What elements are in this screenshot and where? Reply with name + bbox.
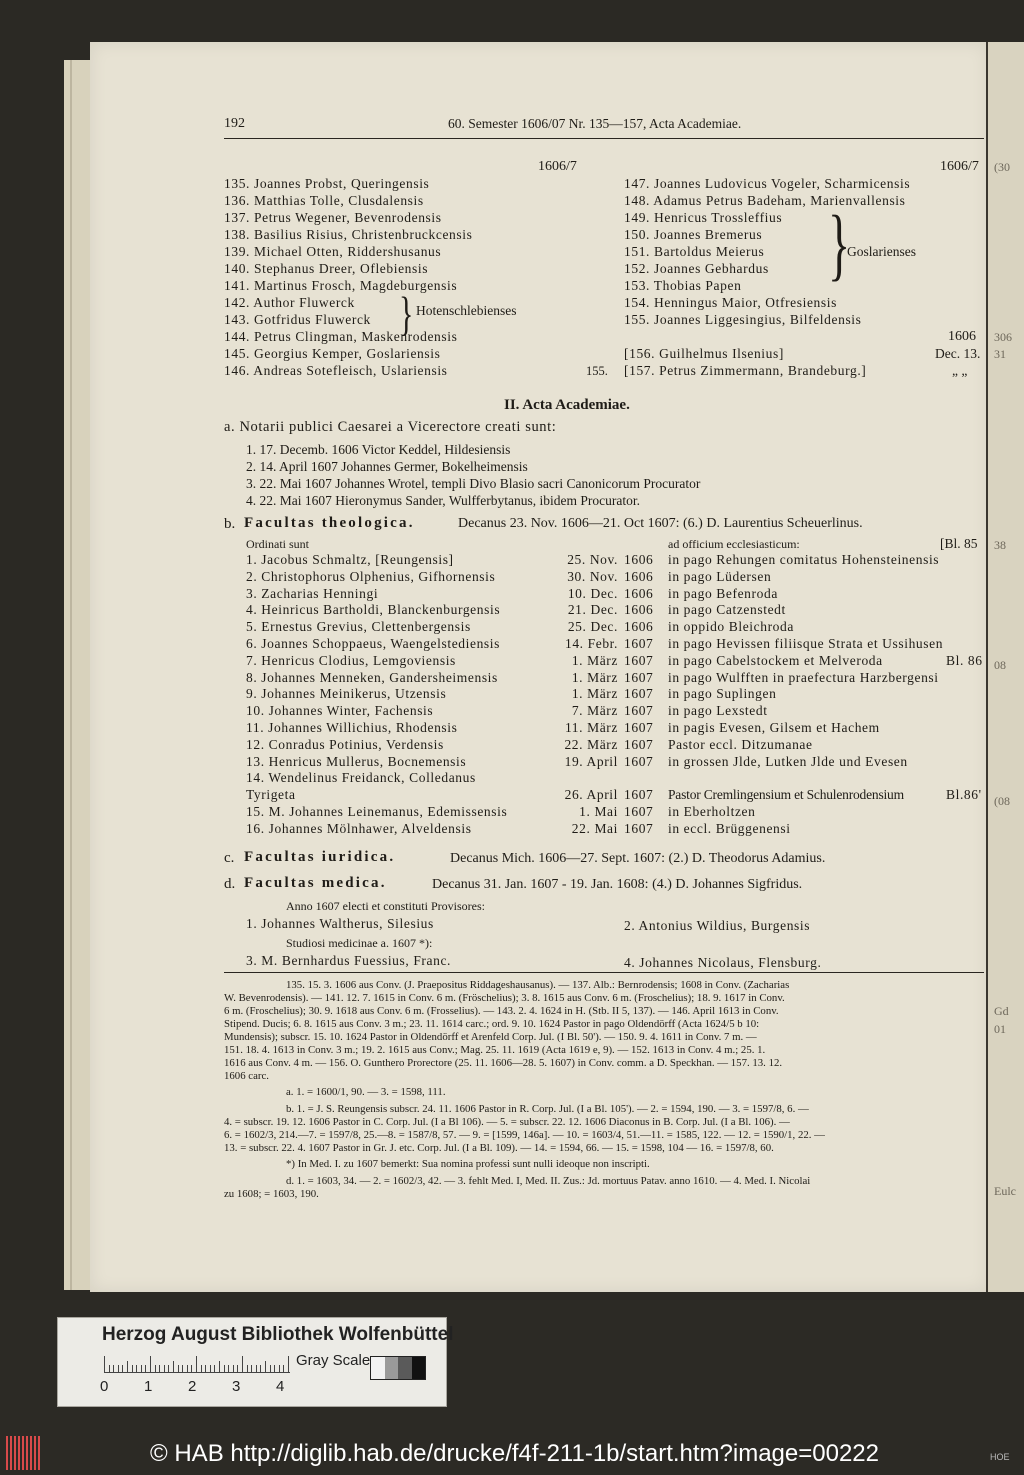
ordination-place: in grossen Jlde, Lutken Jlde und Evesen — [668, 753, 908, 769]
ruler-tick — [150, 1356, 151, 1372]
ordination-name: 10. Johannes Winter, Fachensis — [246, 703, 434, 719]
sliver-text: 31 — [994, 347, 1006, 361]
footnote-line: Stipend. Ducis; 6. 8. 1615 aus Conv. 3 m.; 23. 11. 1614 carc.; ord. 9. 10. 1624 Pastor in pago Oldendörff (Acta 1624/5 b 10: — [224, 1018, 760, 1030]
running-title: 60. Semester 1606/07 Nr. 135—157, Acta Academiae. — [448, 116, 742, 131]
right-brace-label: Goslarienses — [847, 244, 916, 259]
list-item: 138. Basilius Risius, Christenbruckcensis — [224, 227, 473, 242]
ordination-name: 5. Ernestus Grevius, Clettenbergensis — [246, 619, 471, 635]
ordination-name: 4. Heinricus Bartholdi, Blanckenburgensis — [246, 602, 501, 618]
ruler-tick — [159, 1365, 160, 1372]
footnote-line: 151. 18. 4. 1613 in Conv. 3 m.; 19. 2. 1615 aus Conv.; Mag. 25. 11. 1619 (Acta 1619 e, 9). — 152. 1613 in Conv. 4 m.; 25. 1. — [224, 1044, 766, 1056]
ordination-year: 1607 — [624, 736, 654, 752]
ordination-date: 25. Nov. — [567, 552, 618, 567]
footnote-rule — [224, 972, 984, 973]
book-page — [90, 42, 988, 1292]
ordination-year: 1607 — [624, 652, 654, 668]
ordination-name: 7. Henricus Clodius, Lemgoviensis — [246, 652, 456, 668]
ruler-tick — [288, 1356, 289, 1372]
ordination-year: 1607 — [624, 636, 654, 651]
footnote-line: *) In Med. I. zu 1607 bemerkt: Sua nomina professi sunt nulli ideoque non inscripti. — [286, 1158, 650, 1170]
list-item: 2. Antonius Wildius, Burgensis — [624, 918, 811, 933]
sliver-text: 01 — [994, 1022, 1006, 1036]
extra-date: „ „ — [952, 363, 968, 378]
sliver-text: Gd — [994, 1004, 1009, 1018]
barcode-bar — [26, 1436, 28, 1470]
ordination-year: 1606 — [624, 585, 654, 601]
barcode-bar — [34, 1436, 36, 1470]
ordination-place: in pago Befenroda — [668, 585, 778, 601]
ordination-name: 11. Johannes Willichius, Rhodensis — [246, 720, 458, 735]
ruler-tick — [191, 1365, 192, 1372]
ordinati-label: Ordinati sunt — [246, 537, 309, 551]
gray-swatch — [412, 1357, 426, 1379]
ruler-tick — [201, 1365, 202, 1372]
ruler-tick — [141, 1365, 142, 1372]
ruler-tick — [279, 1365, 280, 1372]
ordination-name: 8. Johannes Menneken, Gandersheimensis — [246, 669, 498, 685]
left-brace-label: Hotenschlebienses — [416, 303, 517, 318]
list-item: 142. Author Fluwerck — [224, 295, 355, 310]
right-year-2: 1606 — [948, 329, 976, 344]
barcode-bar — [14, 1436, 16, 1470]
extra-entry: [156. Guilhelmus Ilsenius] — [624, 346, 784, 361]
gray-swatch — [371, 1357, 385, 1379]
ordination-date: 1. März — [571, 652, 618, 668]
footnote-line: W. Bevenrodensis). — 141. 12. 7. 1615 in Conv. 6 m. (Fröschelius); 3. 8. 1615 aus Conv. 6 m. (Froschelius); 18. 9. 1617 in Conv. — [224, 992, 785, 1004]
list-item: 137. Petrus Wegener, Bevenrodensis — [224, 210, 442, 225]
ordination-date: 21. Dec. — [567, 602, 618, 618]
ordination-year: 1607 — [624, 787, 654, 803]
ruler-tick — [145, 1365, 146, 1372]
ordination-name: Tyrigeta — [246, 787, 296, 803]
list-item: 135. Joannes Probst, Queringensis — [224, 176, 430, 191]
footnote-line: 135. 15. 3. 1606 aus Conv. (J. Praepositus Riddageshausanus). — 137. Alb.: Bernrodensis; 1608 in Conv. (Zacharias — [286, 979, 790, 991]
gray-scale-swatches — [370, 1356, 426, 1380]
footnote-line: 4. = subscr. 19. 12. 1606 Pastor in C. Corp. Jul. (I a Bl 106). — 5. = subscr. 22. 12. 1606 Diaconus in B. Corp. Jul. (I a Bl. 106). — — [224, 1116, 790, 1128]
ruler-tick — [237, 1365, 238, 1372]
page-stack-edge — [64, 60, 92, 1290]
ruler-number: 2 — [188, 1378, 197, 1395]
ordination-year: 1607 — [624, 720, 654, 735]
ruler-tick — [247, 1365, 248, 1372]
next-page-sliver — [988, 42, 1024, 1292]
ordination-place: Pastor eccl. Ditzumanae — [668, 736, 813, 752]
ordination-place: in pago Catzenstedt — [668, 602, 786, 618]
ordination-name: 13. Henricus Mullerus, Bocnemensis — [246, 753, 467, 769]
ordination-year: 1606 — [624, 619, 654, 635]
list-item: 3. M. Bernhardus Fuessius, Franc. — [246, 953, 452, 968]
footnote-line: 6. = 1602/3, 214.—7. = 1597/8, 25.—8. = 1587/8, 57. — 9. = [1599, 146a]. — 10. = 1603/4, 51.—11. = 1585, 122. — 12. = 1590/1, 22. — — [224, 1129, 825, 1141]
ordination-date: 10. Dec. — [567, 585, 618, 601]
barcode-bar — [18, 1436, 20, 1470]
list-item: 136. Matthias Tolle, Clusdalensis — [224, 193, 424, 208]
footnote-line: Mundensis); subscr. 15. 10. 1624 Pastor in Oldendörff et Arenfeld Corp. Jul. (I Bl. 50'). — 150. 9. 4. 1611 in Conv. 7 m. — — [224, 1031, 757, 1043]
scale-ruler — [104, 1354, 290, 1373]
ruler-number: 4 — [276, 1378, 285, 1395]
footnote-line: 1616 aus Conv. 4 m. — 156. O. Gunthero Prorectore (25. 11. 1606—28. 5. 1607) in Conv. comm. a D. Speckhan. — 157. 13. 12. — [224, 1057, 783, 1069]
ruler-tick — [260, 1365, 261, 1372]
list-item: 146. Andreas Sotefleisch, Uslariensis — [224, 363, 448, 378]
ordination-year: 1607 — [624, 804, 654, 819]
ordination-name: 3. Zacharias Henningi — [246, 585, 379, 601]
list-item: 148. Adamus Petrus Badeham, Marienvallensis — [624, 193, 906, 208]
ordination-date: 25. Dec. — [567, 619, 618, 635]
ordination-date: 1. März — [571, 669, 618, 685]
footnote-line: 6 m. (Froschelius); 30. 9. 1618 aus Conv. 6 m. (Frosselius). — 143. 2. 4. 1624 in H. (Stb. II 5, 137). — 146. April 1613 in Conv. — [224, 1005, 779, 1017]
ruler-tick — [118, 1365, 119, 1372]
list-item: 145. Georgius Kemper, Goslariensis — [224, 346, 441, 361]
ordination-date: 22. Mai — [571, 820, 618, 836]
ruler-tick — [187, 1365, 188, 1372]
ordination-place: in pago Suplingen — [668, 686, 777, 702]
list-item: 144. Petrus Clingman, Maskenrodensis — [224, 329, 458, 344]
faculty-label: Facultas medica. — [244, 875, 387, 891]
ordination-place: in oppido Bleichroda — [668, 619, 794, 635]
ordination-year: 1606 — [624, 568, 654, 584]
ordination-place: in eccl. Brüggenensi — [668, 820, 791, 836]
ruler-tick — [210, 1365, 211, 1372]
sliver-text: 38 — [994, 538, 1006, 552]
ruler-number: 0 — [100, 1378, 109, 1395]
ordination-name: 1. Jacobus Schmaltz, [Reungensis] — [246, 552, 454, 567]
gray-scale-label: Gray Scale — [296, 1352, 371, 1369]
ruler-tick — [251, 1365, 252, 1372]
list-item: 153. Thobias Papen — [624, 278, 742, 293]
faculty-decanus: Decanus 23. Nov. 1606—21. Oct 1607: (6.) D. Laurentius Scheuerlinus. — [458, 516, 863, 531]
list-item: 152. Joannes Gebhardus — [624, 261, 769, 276]
ordination-date: 26. April — [564, 787, 618, 803]
faculty-decanus: Decanus 31. Jan. 1607 - 19. Jan. 1608: (4.) D. Johannes Sigfridus. — [432, 877, 803, 892]
ruler-tick — [214, 1365, 215, 1372]
barcode-bar — [30, 1436, 32, 1470]
ordination-name: 12. Conradus Potinius, Verdensis — [246, 736, 444, 752]
barcode-bar — [38, 1436, 40, 1470]
faculty-label: Facultas theologica. — [244, 515, 415, 531]
sliver-text: 08 — [994, 658, 1006, 672]
page-number: 192 — [224, 116, 245, 131]
ordination-year: 1607 — [624, 686, 654, 702]
ordination-year: 1607 — [624, 669, 654, 685]
ordination-date: 30. Nov. — [567, 568, 618, 584]
list-item: 143. Gotfridus Fluwerck — [224, 312, 371, 327]
ruler-tick — [168, 1365, 169, 1372]
folio-ref: Bl. 86 — [946, 652, 983, 668]
ruler-tick — [265, 1361, 266, 1372]
left-year: 1606/7 — [538, 159, 577, 174]
footer-mark: HOE — [990, 1452, 1010, 1462]
footnote-line: zu 1608; = 1603, 190. — [224, 1188, 319, 1200]
ordination-year: 1606 — [624, 602, 654, 618]
extra-entry: [157. Petrus Zimmermann, Brandeburg.] — [624, 363, 867, 378]
ruler-tick — [182, 1365, 183, 1372]
barcode-bar — [10, 1436, 12, 1470]
right-year: 1606/7 — [940, 159, 979, 174]
right-brace: } — [828, 198, 851, 288]
list-item: 151. Bartoldus Meierus — [624, 244, 765, 259]
footnote-line: d. 1. = 1603, 34. — 2. = 1602/3, 42. — 3. fehlt Med. I, Med. II. Zus.: Jd. mortuus Patav. anno 1610. — 4. Med. I. Nicolai — [286, 1175, 811, 1187]
ordination-name: 14. Wendelinus Freidanck, Colledanus — [246, 770, 476, 786]
ordination-place: in pago Lexstedt — [668, 703, 768, 719]
ordination-place: Pastor Cremlingensium et Schulenrodensium — [668, 787, 904, 803]
ordination-name: 6. Joannes Schoppaeus, Waengelstediensis — [246, 636, 500, 651]
list-item: 149. Henricus Trossleffius — [624, 210, 783, 225]
barcode-bar — [6, 1436, 8, 1470]
list-item: 141. Martinus Frosch, Magdeburgensis — [224, 278, 458, 293]
list-item: 140. Stephanus Dreer, Oflebiensis — [224, 261, 429, 276]
list-item: 1. Johannes Waltherus, Silesius — [246, 916, 434, 931]
sliver-text: (30 — [994, 160, 1010, 174]
officium-label: ad officium ecclesiasticum: — [668, 537, 800, 551]
list-item: 1. 17. Decemb. 1606 Victor Keddel, Hildesiensis — [246, 442, 511, 457]
ordination-year: 1607 — [624, 820, 654, 836]
footnote-line: a. 1. = 1600/1, 90. — 3. = 1598, 111. — [286, 1086, 446, 1098]
ordination-place: in pago Hevissen filiisque Strata et Ussihusen — [668, 636, 944, 651]
ruler-tick — [136, 1365, 137, 1372]
ordination-place: in pago Lüdersen — [668, 568, 772, 584]
ruler-tick — [270, 1365, 271, 1372]
barcode-icon — [6, 1436, 46, 1470]
left-brace: } — [399, 287, 414, 341]
ordination-date: 11. März — [564, 720, 618, 735]
ordination-date: 1. März — [571, 686, 618, 702]
ruler-tick — [224, 1365, 225, 1372]
list-item: 147. Joannes Ludovicus Vogeler, Scharmicensis — [624, 176, 911, 191]
list-item: 4. 22. Mai 1607 Hieronymus Sander, Wulfferbytanus, ibidem Procurator. — [246, 493, 640, 508]
ruler-number: 3 — [232, 1378, 241, 1395]
ruler-tick — [178, 1365, 179, 1372]
barcode-bar — [22, 1436, 24, 1470]
ruler-tick — [122, 1365, 123, 1372]
list-item: 4. Johannes Nicolaus, Flensburg. — [624, 955, 822, 970]
gray-swatch — [398, 1357, 412, 1379]
calibration-card — [57, 1317, 454, 1407]
faculty-letter: b. — [224, 516, 236, 532]
list-item: 150. Joannes Bremerus — [624, 227, 763, 242]
ordination-place: in pago Cabelstockem et Melveroda — [668, 652, 883, 668]
left-margin-note: 155. — [586, 364, 608, 378]
ordination-place: in pago Rehungen comitatus Hohensteinensis — [668, 552, 940, 567]
ordination-date: 14. Febr. — [564, 636, 618, 651]
source-url[interactable]: © HAB http://diglib.hab.de/drucke/f4f-211-1b/start.htm?image=00222 — [150, 1440, 879, 1467]
library-title: Herzog August Bibliothek Wolfenbüttel — [102, 1324, 454, 1345]
list-item: 3. 22. Mai 1607 Johannes Wrotel, templi Divo Blasio sacri Canonicorum Procurator — [246, 476, 701, 491]
ruler-tick — [109, 1365, 110, 1372]
list-item: 155. Joannes Liggesingius, Bilfeldensis — [624, 312, 862, 327]
provisores-note: Anno 1607 electi et constituti Provisores: — [286, 899, 485, 913]
ruler-tick — [274, 1365, 275, 1372]
ruler-tick — [233, 1365, 234, 1372]
faculty-letter: d. — [224, 876, 236, 892]
faculty-decanus: Decanus Mich. 1606—27. Sept. 1607: (2.) D. Theodorus Adamius. — [450, 851, 826, 866]
ruler-tick — [196, 1356, 197, 1372]
header-rule — [224, 138, 984, 139]
ordination-name: 15. M. Johannes Leinemanus, Edemissensis — [246, 804, 508, 819]
ruler-tick — [164, 1365, 165, 1372]
footnote-line: b. 1. = J. S. Reungensis subscr. 24. 11. 1606 Pastor in R. Corp. Jul. (I a Bl. 105'). — 2. = 1594, 190. — 3. = 1597/8, 6. — — [286, 1103, 809, 1115]
ruler-tick — [219, 1361, 220, 1372]
ordination-name: 9. Johannes Meinikerus, Utzensis — [246, 686, 447, 702]
ordination-date: 22. März — [564, 736, 618, 752]
ruler-tick — [205, 1365, 206, 1372]
faculty-label: Facultas iuridica. — [244, 849, 396, 865]
ruler-tick — [242, 1356, 243, 1372]
ruler-tick — [256, 1365, 257, 1372]
ruler-tick — [155, 1365, 156, 1372]
ordination-name: 2. Christophorus Olphenius, Gifhornensis — [246, 568, 496, 584]
list-item: 139. Michael Otten, Riddershusanus — [224, 244, 442, 259]
section-heading: II. Acta Academiae. — [504, 397, 630, 413]
list-item: 154. Henningus Maior, Otfresiensis — [624, 295, 837, 310]
sliver-text: (08 — [994, 794, 1010, 808]
ordination-date: 1. Mai — [579, 804, 618, 819]
faculty-letter: c. — [224, 850, 235, 866]
footnote-line: 13. = subscr. 22. 4. 1607 Pastor in Gr. J. etc. Corp. Jul. (I a Bl. 109). — 14. = 1594, 66. — 15. = 1598, 104 — 16. = 1597/8, 60. — [224, 1142, 774, 1154]
list-item: 2. 14. April 1607 Johannes Germer, Bokelheimensis — [246, 459, 528, 474]
ordination-year: 1606 — [624, 552, 654, 567]
folio-ref: [Bl. 85 — [940, 536, 978, 551]
sliver-text: Eulc — [994, 1184, 1016, 1198]
ruler-tick — [113, 1365, 114, 1372]
ruler-tick — [173, 1361, 174, 1372]
ruler-tick — [228, 1365, 229, 1372]
ordination-place: in pagis Evesen, Gilsem et Hachem — [668, 720, 880, 735]
ordination-place: in Eberholtzen — [668, 804, 756, 819]
ordination-year: 1607 — [624, 753, 654, 769]
extra-date: Dec. 13. — [935, 346, 981, 361]
ordination-year: 1607 — [624, 703, 654, 719]
footnote-line: 1606 carc. — [224, 1070, 269, 1082]
notarii-title: a. Notarii publici Caesarei a Vicerectore creati sunt: — [224, 419, 557, 435]
ordination-place: in pago Wulfften in praefectura Harzbergensi — [668, 669, 939, 685]
ruler-tick — [283, 1365, 284, 1372]
sliver-text: 306 — [994, 330, 1012, 344]
ordination-name: 16. Johannes Mölnhawer, Alveldensis — [246, 820, 472, 836]
ordination-date: 7. März — [571, 703, 618, 719]
ordination-date: 19. April — [564, 753, 618, 769]
folio-ref: Bl.86' — [946, 787, 982, 803]
ruler-tick — [104, 1356, 105, 1372]
gray-swatch — [385, 1357, 399, 1379]
ruler-tick — [127, 1361, 128, 1372]
ruler-number: 1 — [144, 1378, 153, 1395]
ruler-tick — [132, 1365, 133, 1372]
studiosi-note: Studiosi medicinae a. 1607 *): — [286, 936, 433, 950]
